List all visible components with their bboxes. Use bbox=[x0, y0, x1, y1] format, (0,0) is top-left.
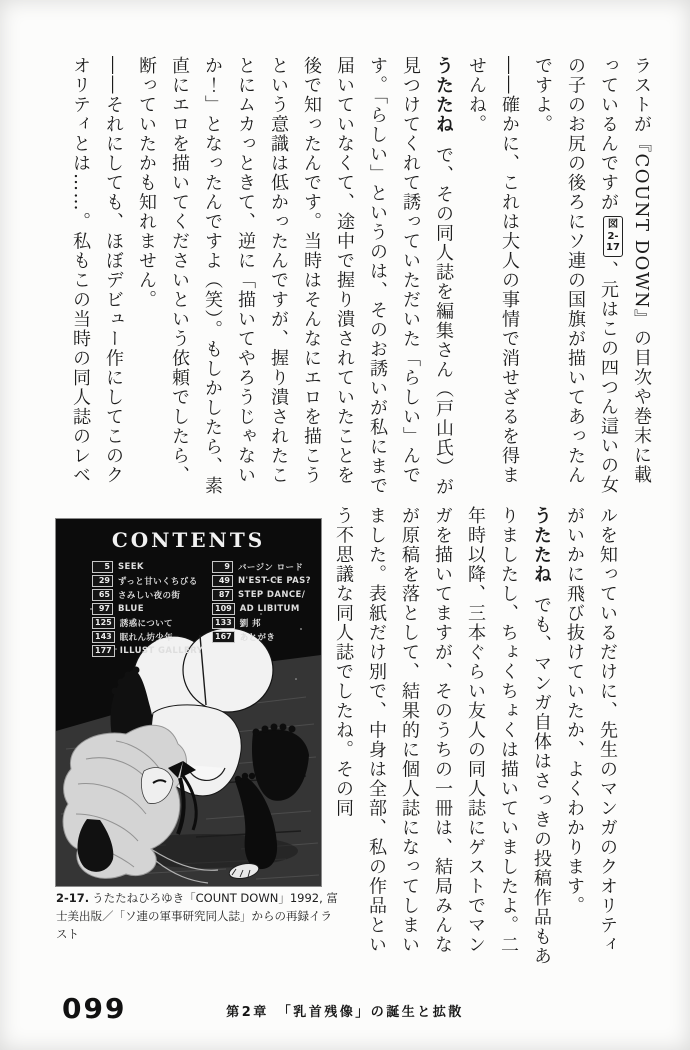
interview-text-lower bbox=[322, 506, 624, 968]
speaker-name: うたたね bbox=[433, 56, 454, 134]
toc-entry bbox=[212, 589, 311, 600]
toc-entry-title: 劉 邦 bbox=[239, 618, 261, 629]
toc-entry bbox=[212, 617, 311, 628]
paragraph-text: でも、マンガ自体はさっきの投稿作品もありましたし、ちょくちょくは描いていましたよ。二年時以降、三本ぐらい友人の同人誌にゲストでマンガを描いてますが、そのうちの一冊は、結局みんなが原稿を落として、結果的に個人誌になってしまいました。表紙だけ別で、中身は全部、私の作品という不思議な同人誌でしたね。その同 bbox=[333, 506, 552, 967]
toc-entry bbox=[212, 561, 311, 572]
toc-entry bbox=[212, 631, 311, 642]
interviewee-answer bbox=[327, 506, 558, 968]
toc-page-number: 167 bbox=[212, 631, 235, 643]
toc-entry-title: STEP DANCE/ bbox=[238, 589, 306, 600]
toc-entry-title: SEEK bbox=[118, 561, 144, 572]
toc-page-number: 125 bbox=[92, 617, 115, 629]
figure-caption-text: うたたねひろゆき「COUNT DOWN」1992, 富士美出版／「ソ連の軍事研究同人誌」からの再録イラスト bbox=[56, 891, 338, 941]
toc-entry-title: さみしい夜の街 bbox=[118, 590, 181, 601]
toc-page-number: 65 bbox=[92, 589, 113, 601]
contents-column-left bbox=[92, 561, 204, 656]
contents-title: CONTENTS bbox=[111, 528, 266, 552]
toc-entry bbox=[92, 645, 204, 656]
paragraph bbox=[558, 506, 624, 968]
toc-entry-title: BLUE bbox=[118, 603, 144, 614]
toc-entry-title: N'EST-CE PAS? bbox=[238, 575, 312, 586]
toc-entry-title: 誘惑について bbox=[119, 618, 173, 629]
toc-entry bbox=[92, 631, 204, 642]
toc-page-number: 109 bbox=[212, 603, 235, 615]
toc-entry-title: ずっと甘いくちびる bbox=[118, 576, 198, 587]
toc-entry bbox=[212, 575, 311, 586]
paragraph-text: ――それにしても、ほぼデビュー作にしてこのクオリティとは……。私もこの当時の同人誌のレベ bbox=[70, 56, 124, 485]
figure-caption bbox=[56, 890, 340, 943]
toc-page-number: 177 bbox=[92, 645, 115, 657]
figure-reference-badge: 図2-17 bbox=[603, 216, 623, 257]
toc-entry bbox=[212, 603, 311, 614]
contents-list bbox=[56, 561, 321, 656]
toc-entry-title: 眠れん坊少年 bbox=[119, 632, 174, 643]
interview-text-upper bbox=[48, 56, 658, 500]
toc-page-number: 97 bbox=[92, 603, 113, 615]
toc-page-number: 143 bbox=[92, 631, 115, 643]
interviewee-answer bbox=[130, 56, 460, 500]
toc-entry-title: バージン ロード bbox=[238, 562, 304, 573]
toc-page-number: 5 bbox=[92, 561, 113, 573]
toc-entry-title: ILLUST GALLERY bbox=[119, 645, 204, 656]
paragraph-text: ラストが『COUNT DOWN』の目次や巻末に載っているんですが bbox=[598, 56, 652, 485]
toc-page-number: 133 bbox=[212, 617, 235, 629]
paragraph-text: ――確かに、これは大人の事情で消せざるを得ませんね。 bbox=[466, 56, 520, 485]
figure-image bbox=[55, 518, 322, 887]
chapter-footer: 第2章 「乳首残像」の誕生と拡散 bbox=[226, 1005, 464, 1020]
paragraph-text: 、元はこの四つん這いの女の子のお尻の後ろにソ連の国旗が描いてあったんですよ。 bbox=[532, 56, 619, 495]
paragraph bbox=[526, 56, 658, 500]
toc-page-number: 9 bbox=[212, 561, 233, 573]
toc-page-number: 49 bbox=[212, 575, 233, 587]
figure-caption-number: 2-17. bbox=[56, 891, 90, 905]
toc-entry-title: AD LIBITUM bbox=[239, 603, 300, 614]
toc-entry bbox=[92, 575, 204, 586]
toc-page-number: 87 bbox=[212, 589, 233, 601]
toc-entry bbox=[92, 589, 204, 600]
interviewer-question bbox=[64, 56, 130, 500]
speaker-name: うたたね bbox=[531, 506, 552, 584]
toc-entry bbox=[92, 561, 204, 572]
interviewer-question bbox=[460, 56, 526, 500]
page-number: 099 bbox=[62, 992, 127, 1025]
toc-page-number: 29 bbox=[92, 575, 113, 587]
toc-entry bbox=[92, 603, 204, 614]
paragraph-text: ルを知っているだけに、先生のマンガのクオリティがいかに飛び抜けていたか、よくわかります。 bbox=[564, 506, 618, 955]
paragraph-text: で、その同人誌を編集さん（戸山氏）が見つけてくれて誘っていただいた「らしい」んです。「らしい」というのは、そのお誘いが私にまで届いていなくて、途中で握り潰されていたことを後で知ったんです。当時はそんなにエロを描こうという意識は低かったんですが、握り潰されたことにムカっときて、逆に「描いてやろうじゃないか！」となったんですよ（笑）。もしかしたら、素直にエロを描いてくださいという依頼でしたら、断っていたかも知れません。 bbox=[136, 56, 454, 497]
toc-entry-title: あとがき bbox=[239, 632, 276, 643]
toc-entry bbox=[92, 617, 204, 628]
contents-column-right bbox=[212, 561, 311, 656]
